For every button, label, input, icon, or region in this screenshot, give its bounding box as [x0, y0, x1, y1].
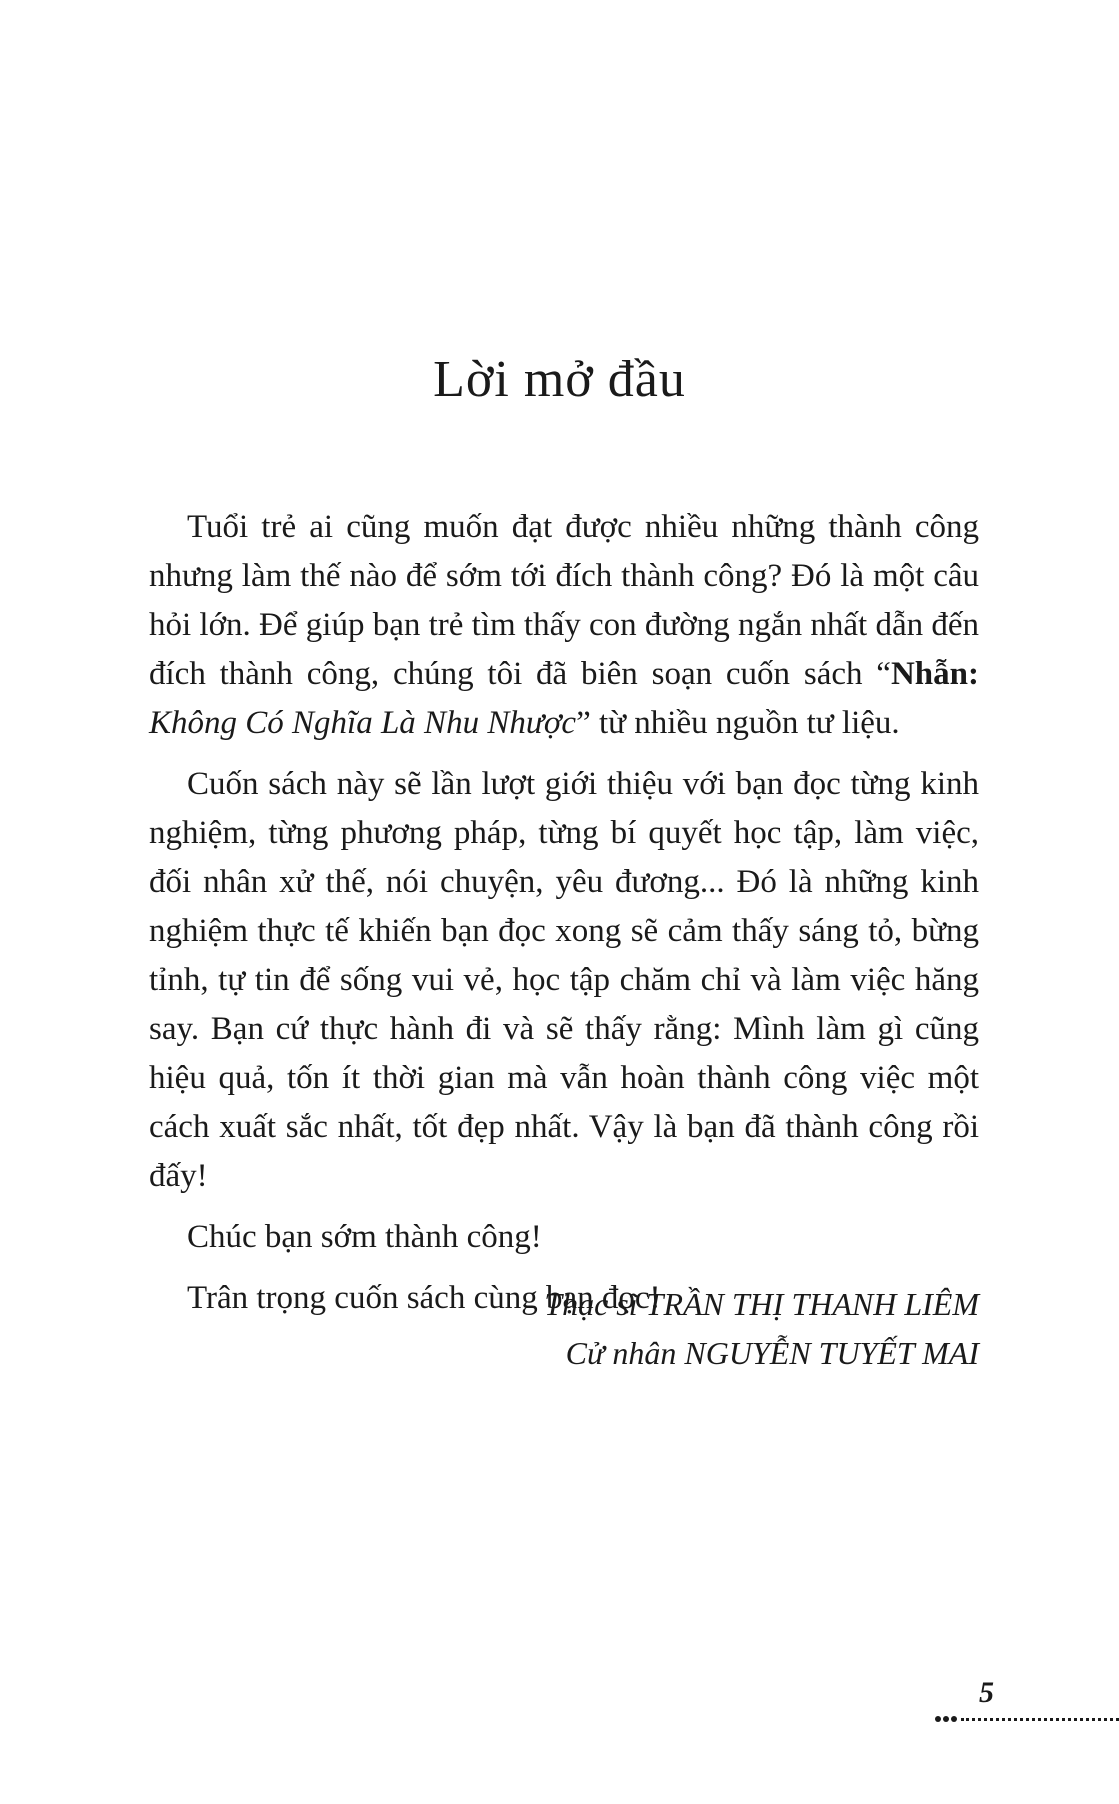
- paragraph-4: Trân trọng cuốn sách cùng bạn đọc!: [187, 1280, 661, 1316]
- page-number: 5: [979, 1676, 994, 1709]
- book-title-italic: Không Có Nghĩa Là Nhu Nhược: [149, 705, 577, 741]
- book-title-bold: Nhẫn:: [890, 656, 979, 692]
- paragraph-3: Chúc bạn sớm thành công!: [187, 1219, 542, 1255]
- preface-body: [149, 503, 979, 1335]
- dot-ornament-2: [943, 1716, 949, 1722]
- paragraph-1-text: Tuổi trẻ ai cũng muốn đạt được nhiều những thành công nhưng làm thế nào để sớm tới đích thành công? Đó là một câu hỏi lớn. Để giúp bạn trẻ tìm thấy con đường ngắn nhất dẫn đến đích thành công, chúng tôi đã biên soạn cuốn sách “: [149, 509, 979, 692]
- paragraph-1-ending: ” từ nhiều nguồn tư liệu.: [576, 705, 900, 741]
- dot-ornament-1: [935, 1716, 941, 1722]
- paragraph-2: Cuốn sách này sẽ lần lượt giới thiệu với bạn đọc từng kinh nghiệm, từng phương pháp, từng bí quyết học tập, làm việc, đối nhân xử thế, nói chuyện, yêu đương... Đó là những kinh nghiệm thực tế khiến bạn đọc xong sẽ cảm thấy sáng tỏ, bừng tỉnh, tự tin để sống vui vẻ, học tập chăm chỉ và làm việc hăng say. Bạn cứ thực hành đi và sẽ thấy rằng: Mình làm gì cũng hiệu quả, tốn ít thời gian mà vẫn hoàn thành công việc một cách xuất sắc nhất, tốt đẹp nhất. Vậy là bạn đã thành công rồi đấy!: [149, 766, 979, 1194]
- signature-line-1: Thạc sĩ TRẦN THỊ THANH LIÊM: [544, 1286, 979, 1322]
- author-signatures: [149, 1280, 979, 1378]
- page-footer: [935, 1676, 1119, 1736]
- paragraph-1: [149, 503, 979, 748]
- dot-ornament-3: [951, 1716, 957, 1722]
- dotted-rule-decoration: [935, 1714, 1119, 1724]
- dotted-line: [961, 1718, 1119, 1721]
- page-title: Lời mở đầu: [433, 351, 686, 408]
- signature-line-2: Cử nhân NGUYỄN TUYẾT MAI: [565, 1335, 979, 1371]
